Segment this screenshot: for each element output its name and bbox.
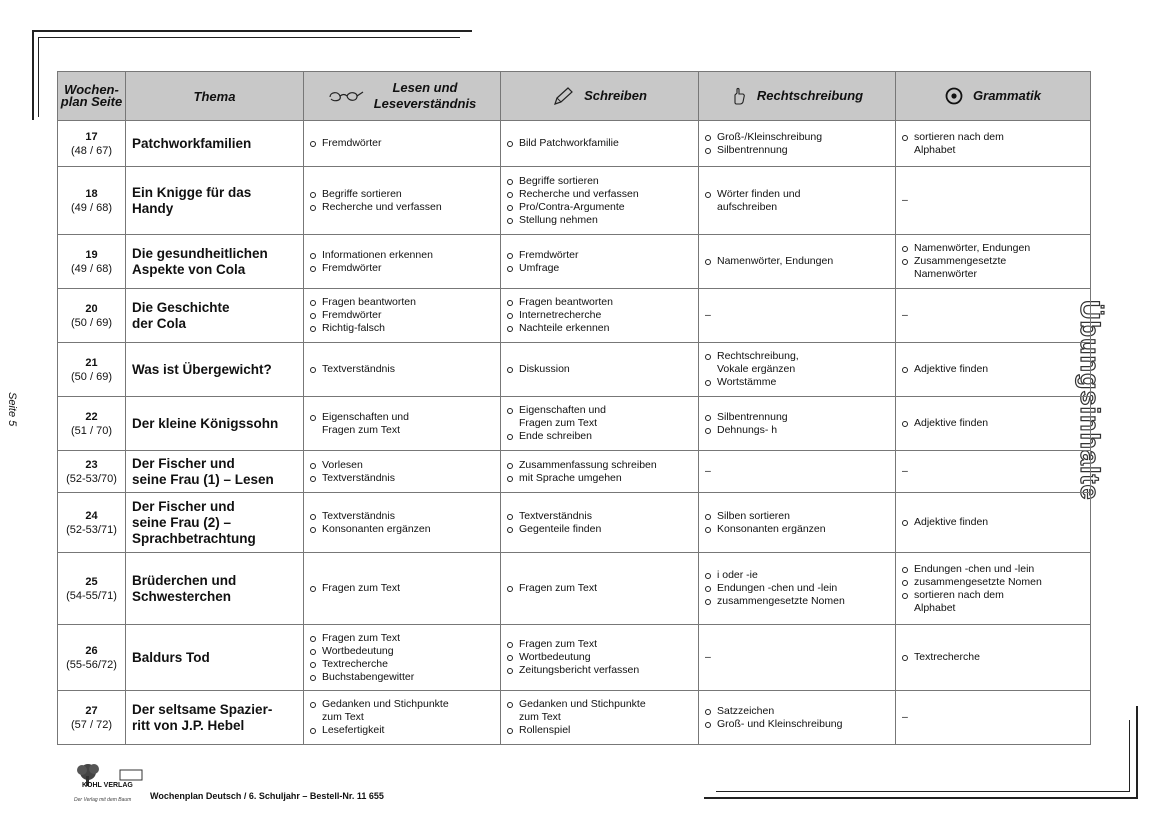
list-item: Vorlesen <box>310 459 494 472</box>
spelling-list <box>705 465 889 478</box>
week-number: 17 <box>85 130 98 143</box>
week-pages: (54-55/71) <box>66 589 117 602</box>
list-item: Adjektive finden <box>902 516 1084 529</box>
spelling-cell <box>699 289 896 343</box>
topic-line: Aspekte von Cola <box>132 261 246 277</box>
list-item: Diskussion <box>507 363 692 376</box>
spelling-cell <box>699 451 896 493</box>
topic-line: Schwesterchen <box>132 588 232 604</box>
writing-list <box>507 404 692 443</box>
writing-list <box>507 363 692 376</box>
table-row <box>58 451 1091 493</box>
grammar-cell <box>896 167 1091 235</box>
week-number: 24 <box>85 509 98 522</box>
reading-list <box>310 510 494 536</box>
list-item: Buchstabengewitter <box>310 671 494 684</box>
topic-cell <box>126 451 304 493</box>
reading-cell <box>304 691 501 745</box>
list-item: Silbentrennung <box>705 144 889 157</box>
table-header-row <box>58 72 1091 121</box>
list-item: Gedanken und Stichpunkte <box>310 698 494 711</box>
list-item: Adjektive finden <box>902 363 1084 376</box>
list-item: Endungen -chen und -lein <box>705 582 889 595</box>
header-grammar: Grammatik <box>896 72 1091 121</box>
list-item: – <box>902 711 908 723</box>
list-item: mit Sprache umgehen <box>507 472 692 485</box>
writing-cell <box>501 289 699 343</box>
list-item: Konsonanten ergänzen <box>310 523 494 536</box>
week-pages: (52-53/70) <box>66 472 117 485</box>
list-item: – <box>902 465 908 477</box>
writing-cell <box>501 167 699 235</box>
list-item: zusammengesetzte Nomen <box>705 595 889 608</box>
week-pages: (51 / 70) <box>71 424 112 437</box>
reading-cell <box>304 397 501 451</box>
list-item: Textrecherche <box>902 651 1084 664</box>
list-item: zum Text <box>322 711 364 723</box>
topic-line: ritt von J.P. Hebel <box>132 717 245 733</box>
list-item: Fragen zum Text <box>507 638 692 651</box>
topic-cell <box>126 343 304 397</box>
logo-caption: Der Verlag mit dem Baum <box>74 797 132 803</box>
list-item: Wortbedeutung <box>507 651 692 664</box>
writing-cell <box>501 493 699 553</box>
spelling-cell <box>699 121 896 167</box>
week-number: 27 <box>85 704 98 717</box>
frame-right-line <box>1136 706 1138 799</box>
grammar-cell <box>896 121 1091 167</box>
reading-list <box>310 296 494 335</box>
week-pages: (49 / 68) <box>71 262 112 275</box>
writing-list <box>507 296 692 335</box>
writing-list <box>507 638 692 677</box>
header-spelling: Rechtschreibung <box>699 72 896 121</box>
list-item: Silben sortieren <box>705 510 889 523</box>
week-pages: (48 / 67) <box>71 144 112 157</box>
reading-list <box>310 188 494 214</box>
list-item: Zeitungsbericht verfassen <box>507 664 692 677</box>
frame-right-line-inner <box>1129 720 1130 792</box>
grammar-cell <box>896 397 1091 451</box>
list-item: – <box>705 651 711 663</box>
list-item: Namenwörter <box>914 268 978 280</box>
topic-cell <box>126 167 304 235</box>
list-item: Textrecherche <box>310 658 494 671</box>
list-item: Bild Patchworkfamilie <box>507 137 692 150</box>
list-item: Konsonanten ergänzen <box>705 523 889 536</box>
week-number: 23 <box>85 458 98 471</box>
spelling-list <box>705 131 889 157</box>
list-item: Gegenteile finden <box>507 523 692 536</box>
writing-list <box>507 459 692 485</box>
writing-cell <box>501 553 699 625</box>
list-item: Groß- und Kleinschreibung <box>705 718 889 731</box>
table-row <box>58 167 1091 235</box>
week-pages: (52-53/71) <box>66 523 117 536</box>
list-item: Alphabet <box>914 143 956 156</box>
reading-cell <box>304 493 501 553</box>
list-item: Fremdwörter <box>310 137 494 150</box>
list-item: Fremdwörter <box>310 262 494 275</box>
list-item: Wortstämme <box>705 376 889 389</box>
week-cell <box>58 691 126 745</box>
side-title: Übungsinhalte <box>1075 300 1105 501</box>
list-item: – <box>902 194 908 206</box>
week-number: 20 <box>85 302 98 315</box>
spelling-cell <box>699 493 896 553</box>
spelling-list <box>705 188 889 214</box>
list-item: Begriffe sortieren <box>310 188 494 201</box>
writing-cell <box>501 397 699 451</box>
writing-list <box>507 510 692 536</box>
writing-list <box>507 698 692 737</box>
spelling-cell <box>699 691 896 745</box>
week-cell <box>58 121 126 167</box>
header-reading: Lesen und Leseverständnis <box>304 72 501 121</box>
spelling-list <box>705 309 889 322</box>
table-row <box>58 553 1091 625</box>
week-cell <box>58 451 126 493</box>
topic-line: Die gesundheitlichen <box>132 245 268 261</box>
list-item: Eigenschaften und <box>507 404 692 417</box>
spelling-cell <box>699 235 896 289</box>
header-week: Wochen- plan Seite <box>58 72 126 121</box>
table-row <box>58 397 1091 451</box>
list-item: sortieren nach dem <box>902 589 1084 602</box>
reading-cell <box>304 235 501 289</box>
topic-line: Der Fischer und <box>132 455 235 471</box>
grammar-cell <box>896 289 1091 343</box>
grammar-list <box>902 563 1084 615</box>
header-topic: Thema <box>126 72 304 121</box>
list-item: zum Text <box>519 711 561 723</box>
spelling-list <box>705 411 889 437</box>
reading-list <box>310 632 494 684</box>
target-icon <box>945 87 963 105</box>
writing-cell <box>501 343 699 397</box>
grammar-cell <box>896 625 1091 691</box>
reading-list <box>310 411 494 437</box>
week-cell <box>58 397 126 451</box>
list-item: Groß-/Kleinschreibung <box>705 131 889 144</box>
grammar-list <box>902 711 1084 724</box>
topic-line: Ein Knigge für das <box>132 184 252 200</box>
list-item: Eigenschaften und <box>310 411 494 424</box>
list-item: Rollenspiel <box>507 724 692 737</box>
grammar-cell <box>896 493 1091 553</box>
table-row <box>58 121 1091 167</box>
reading-cell <box>304 553 501 625</box>
week-cell <box>58 493 126 553</box>
week-pages: (50 / 69) <box>71 370 112 383</box>
table-row <box>58 289 1091 343</box>
spelling-list <box>705 350 889 389</box>
grammar-cell <box>896 235 1091 289</box>
list-item: Fremdwörter <box>310 309 494 322</box>
spelling-list <box>705 510 889 536</box>
topic-cell <box>126 121 304 167</box>
grammar-list <box>902 363 1084 376</box>
topic-cell <box>126 625 304 691</box>
list-item: Fragen zum Text <box>322 423 401 436</box>
week-cell <box>58 553 126 625</box>
list-item: – <box>902 309 908 321</box>
frame-top-line-inner <box>38 37 460 38</box>
reading-cell <box>304 289 501 343</box>
list-item: Recherche und verfassen <box>310 201 494 214</box>
writing-list <box>507 175 692 227</box>
list-item: Wortbedeutung <box>310 645 494 658</box>
list-item: Informationen erkennen <box>310 249 494 262</box>
grammar-list <box>902 242 1084 281</box>
list-item: sortieren nach dem <box>902 131 1084 144</box>
list-item: Textverständnis <box>310 510 494 523</box>
reading-cell <box>304 121 501 167</box>
topic-line: Brüderchen und <box>132 572 237 588</box>
writing-list <box>507 249 692 275</box>
topic-cell <box>126 691 304 745</box>
spelling-cell <box>699 625 896 691</box>
table-row <box>58 625 1091 691</box>
list-item: Fragen beantworten <box>507 296 692 309</box>
spelling-list <box>705 255 889 268</box>
week-cell <box>58 343 126 397</box>
table-row <box>58 343 1091 397</box>
topic-line: Baldurs Tod <box>132 649 210 665</box>
topic-line: Patchworkfamilien <box>132 135 252 151</box>
spelling-cell <box>699 553 896 625</box>
topic-line: Die Geschichte <box>132 299 230 315</box>
list-item: Fragen zum Text <box>310 582 494 595</box>
writing-cell <box>501 121 699 167</box>
footer-text: Wochenplan Deutsch / 6. Schuljahr – Bestell-Nr. 11 655 <box>150 791 384 801</box>
topic-line: der Cola <box>132 315 187 331</box>
list-item: Recherche und verfassen <box>507 188 692 201</box>
pencil-icon <box>552 86 574 106</box>
grammar-cell <box>896 691 1091 745</box>
week-number: 18 <box>85 187 98 200</box>
week-number: 21 <box>85 356 98 369</box>
spelling-list <box>705 651 889 664</box>
list-item: Fragen zum Text <box>519 417 598 429</box>
list-item: Silbentrennung <box>705 411 889 424</box>
logo-text: KOHL VERLAG <box>82 782 133 789</box>
topic-line: Der seltsame Spazier- <box>132 701 273 717</box>
list-item: Ende schreiben <box>507 430 692 443</box>
topic-line: Sprachbetrachtung <box>132 530 256 546</box>
list-item: – <box>705 309 711 321</box>
list-item: Namenwörter, Endungen <box>902 242 1084 255</box>
grammar-list <box>902 194 1084 207</box>
writing-list <box>507 137 692 150</box>
publisher-logo <box>74 762 144 801</box>
list-item: Satzzeichen <box>705 705 889 718</box>
list-item: Adjektive finden <box>902 417 1084 430</box>
writing-cell <box>501 451 699 493</box>
grammar-list <box>902 516 1084 529</box>
week-number: 22 <box>85 410 98 423</box>
table-row <box>58 691 1091 745</box>
list-item: Dehnungs- h <box>705 424 889 437</box>
topic-cell <box>126 235 304 289</box>
header-writing: Schreiben <box>501 72 699 121</box>
spelling-list <box>705 705 889 731</box>
topic-cell <box>126 289 304 343</box>
week-number: 26 <box>85 644 98 657</box>
list-item: Textverständnis <box>310 472 494 485</box>
list-item: Textverständnis <box>310 363 494 376</box>
week-cell <box>58 625 126 691</box>
topic-line: Handy <box>132 200 174 216</box>
frame-left-line-inner <box>38 37 39 117</box>
writing-list <box>507 582 692 595</box>
list-item: Gedanken und Stichpunkte <box>507 698 692 711</box>
topic-cell <box>126 397 304 451</box>
list-item: – <box>705 465 711 477</box>
grammar-cell <box>896 451 1091 493</box>
grammar-list <box>902 131 1084 157</box>
list-item: Internetrecherche <box>507 309 692 322</box>
week-cell <box>58 235 126 289</box>
list-item: Fragen zum Text <box>507 582 692 595</box>
tree-logo-icon <box>74 762 144 796</box>
reading-cell <box>304 451 501 493</box>
page-side-label: Seite 5 <box>6 392 18 427</box>
list-item: Textverständnis <box>507 510 692 523</box>
week-pages: (50 / 69) <box>71 316 112 329</box>
list-item: Richtig-falsch <box>310 322 494 335</box>
reading-list <box>310 698 494 737</box>
grammar-list <box>902 417 1084 430</box>
list-item: Pro/Contra-Argumente <box>507 201 692 214</box>
weekly-plan-table <box>57 71 1091 745</box>
topic-line: Der Fischer und <box>132 498 235 514</box>
reading-cell <box>304 625 501 691</box>
topic-line: Was ist Übergewicht? <box>132 361 272 377</box>
reading-list <box>310 582 494 595</box>
week-number: 19 <box>85 248 98 261</box>
writing-cell <box>501 235 699 289</box>
reading-list <box>310 459 494 485</box>
list-item: Lesefertigkeit <box>310 724 494 737</box>
list-item: Vokale ergänzen <box>717 363 796 375</box>
table-row <box>58 235 1091 289</box>
topic-line: seine Frau (2) – <box>132 514 232 530</box>
table-row <box>58 493 1091 553</box>
topic-cell <box>126 493 304 553</box>
list-item: Stellung nehmen <box>507 214 692 227</box>
week-number: 25 <box>85 575 98 588</box>
reading-cell <box>304 343 501 397</box>
writing-cell <box>501 625 699 691</box>
list-item: Namenwörter, Endungen <box>705 255 889 268</box>
week-cell <box>58 289 126 343</box>
list-item: zusammengesetzte Nomen <box>902 576 1084 589</box>
spelling-cell <box>699 397 896 451</box>
list-item: Fragen zum Text <box>310 632 494 645</box>
list-item: Fragen beantworten <box>310 296 494 309</box>
list-item: Zusammenfassung schreiben <box>507 459 692 472</box>
frame-bottom-line-inner <box>716 791 1130 792</box>
topic-line: seine Frau (1) – Lesen <box>132 471 274 487</box>
week-cell <box>58 167 126 235</box>
glasses-icon <box>328 88 364 104</box>
topic-line: Der kleine Königssohn <box>132 415 279 431</box>
grammar-cell <box>896 343 1091 397</box>
list-item: Umfrage <box>507 262 692 275</box>
topic-cell <box>126 553 304 625</box>
frame-top-line <box>32 30 472 32</box>
list-item: Zusammengesetzte <box>902 255 1084 268</box>
list-item: Alphabet <box>914 601 956 614</box>
hand-icon <box>731 87 747 105</box>
writing-cell <box>501 691 699 745</box>
list-item: Rechtschreibung, <box>705 350 889 363</box>
list-item: Fremdwörter <box>507 249 692 262</box>
reading-list <box>310 363 494 376</box>
spelling-cell <box>699 343 896 397</box>
week-pages: (57 / 72) <box>71 718 112 731</box>
week-pages: (49 / 68) <box>71 201 112 214</box>
week-pages: (55-56/72) <box>66 658 117 671</box>
list-item: Nachteile erkennen <box>507 322 692 335</box>
grammar-list <box>902 465 1084 478</box>
grammar-list <box>902 651 1084 664</box>
grammar-list <box>902 309 1084 322</box>
reading-list <box>310 249 494 275</box>
list-item: i oder -ie <box>705 569 889 582</box>
spelling-cell <box>699 167 896 235</box>
list-item: Endungen -chen und -lein <box>902 563 1084 576</box>
list-item: Begriffe sortieren <box>507 175 692 188</box>
list-item: Wörter finden und <box>705 188 889 201</box>
list-item: aufschreiben <box>717 200 778 213</box>
grammar-cell <box>896 553 1091 625</box>
frame-bottom-line <box>704 797 1138 799</box>
spelling-list <box>705 569 889 608</box>
reading-cell <box>304 167 501 235</box>
reading-list <box>310 137 494 150</box>
frame-left-line <box>32 30 34 120</box>
